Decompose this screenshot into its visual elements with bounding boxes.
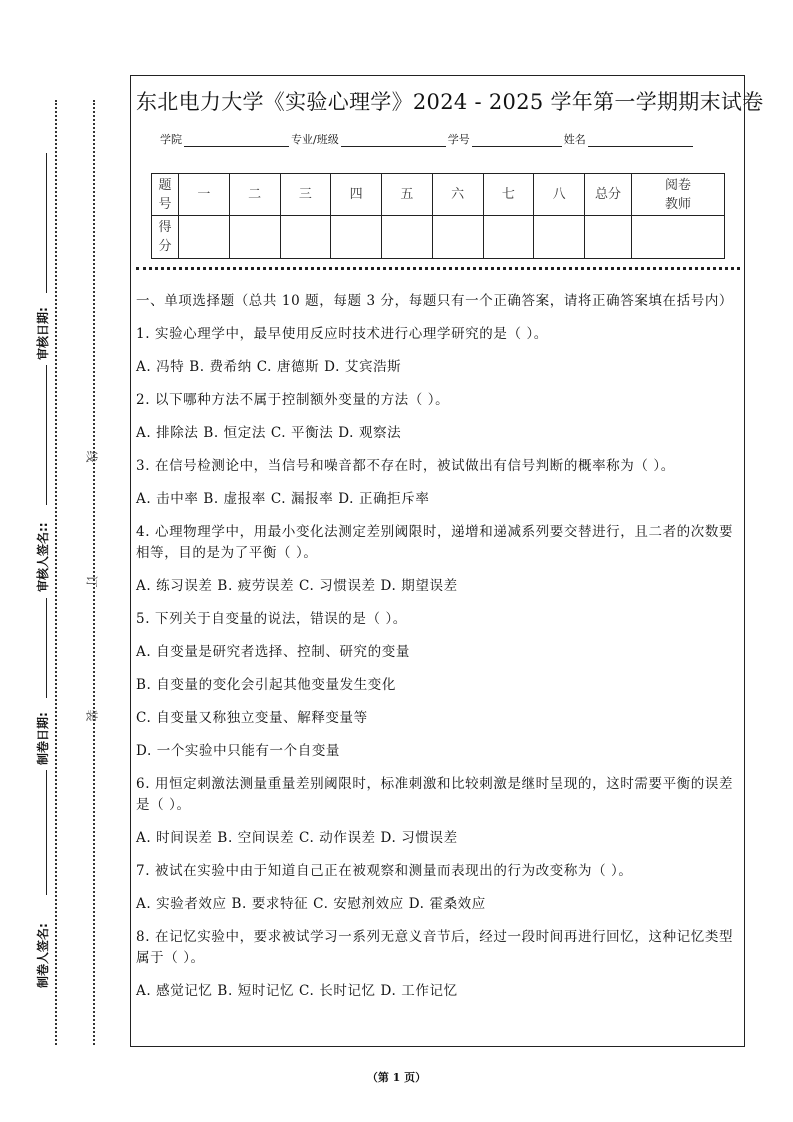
- signature-line: [46, 598, 47, 698]
- table-row: [152, 174, 725, 216]
- question-content: [136, 291, 742, 1014]
- column-header: 五: [382, 174, 433, 216]
- options: A. 时间误差 B. 空间误差 C. 动作误差 D. 习惯误差: [136, 830, 458, 846]
- option: C. 自变量又称独立变量、解释变量等: [136, 710, 368, 726]
- question: 2. 以下哪种方法不属于控制额外变量的方法（ ）。: [136, 392, 450, 408]
- major-class-field[interactable]: [341, 132, 446, 147]
- score-cell[interactable]: [483, 216, 534, 259]
- question-number-header: 题 号: [152, 174, 179, 216]
- options: A. 冯特 B. 费希纳 C. 唐德斯 D. 艾宾浩斯: [136, 359, 402, 375]
- column-header: 二: [229, 174, 280, 216]
- student-id-label: 学号: [447, 133, 470, 146]
- column-header: 总分: [585, 174, 632, 216]
- score-cell[interactable]: [179, 216, 230, 259]
- signature-line: [46, 153, 47, 293]
- score-table: [151, 173, 725, 259]
- column-header: 七: [483, 174, 534, 216]
- options: A. 实验者效应 B. 要求特征 C. 安慰剂效应 D. 霍桑效应: [136, 896, 486, 912]
- binding-mark-staple: 订: [84, 575, 99, 588]
- option: D. 一个实验中只能有一个自变量: [136, 743, 341, 759]
- paper-date-label: 制卷日期:: [36, 712, 50, 765]
- reviewer-signature-label: 审核人签名::: [36, 522, 50, 592]
- separator-dotted-line: [136, 267, 740, 270]
- name-field[interactable]: [588, 132, 693, 147]
- binding-dotted-line: [93, 100, 95, 1045]
- score-cell[interactable]: [632, 216, 725, 259]
- score-header: 得 分: [152, 216, 179, 259]
- student-id-field[interactable]: [472, 132, 562, 147]
- major-class-label: 专业/班级: [291, 133, 339, 146]
- option: B. 自变量的变化会引起其他变量发生变化: [136, 677, 397, 693]
- options: A. 击中率 B. 虚报率 C. 漏报率 D. 正确拒斥率: [136, 491, 430, 507]
- question: 5. 下列关于自变量的说法，错误的是（ ）。: [136, 611, 407, 627]
- score-cell[interactable]: [229, 216, 280, 259]
- student-info: [160, 131, 695, 147]
- table-row: [152, 216, 725, 259]
- signature-line: [46, 365, 47, 505]
- option: A. 自变量是研究者选择、控制、研究的变量: [136, 644, 410, 660]
- score-cell[interactable]: [331, 216, 382, 259]
- outer-dotted-line: [55, 100, 57, 1045]
- score-cell[interactable]: [432, 216, 483, 259]
- column-header: 四: [331, 174, 382, 216]
- score-cell[interactable]: [534, 216, 585, 259]
- binding-mark-line: 线: [84, 450, 99, 463]
- college-field[interactable]: [184, 132, 289, 147]
- question: 4. 心理物理学中，用最小变化法测定差别阈限时，递增和递减系列要交替进行，且二者的次数要相等，目的是为了平衡（ ）。: [136, 524, 734, 561]
- page-number: （第 1 页）: [366, 1071, 427, 1084]
- reviewer-header: 阅卷 教师: [632, 174, 725, 216]
- column-header: 六: [432, 174, 483, 216]
- binding-mark-bind: 装: [84, 709, 99, 722]
- question: 6. 用恒定刺激法测量重量差别阈限时，标准刺激和比较刺激是继时呈现的，这时需要平衡的误差是（ ）。: [136, 776, 734, 813]
- college-label: 学院: [160, 133, 182, 146]
- column-header: 八: [534, 174, 585, 216]
- exam-title: 东北电力大学《实验心理学》2024 - 2025 学年第一学期期末试卷: [136, 90, 764, 114]
- options: A. 排除法 B. 恒定法 C. 平衡法 D. 观察法: [136, 425, 402, 441]
- name-label: 姓名: [563, 133, 586, 146]
- question: 3. 在信号检测论中，当信号和噪音都不存在时，被试做出有信号判断的概率称为（ ）。: [136, 458, 675, 474]
- score-cell[interactable]: [382, 216, 433, 259]
- signature-line: [46, 770, 47, 895]
- column-header: 一: [179, 174, 230, 216]
- score-cell[interactable]: [280, 216, 331, 259]
- question: 8. 在记忆实验中，要求被试学习一系列无意义音节后，经过一段时间再进行回忆，这种记忆类型属于（ ）。: [136, 929, 734, 966]
- column-header: 三: [280, 174, 331, 216]
- section-heading: 一、单项选择题（总共 10 题，每题 3 分，每题只有一个正确答案，请将正确答案填在括号内）: [136, 293, 734, 309]
- score-cell[interactable]: [585, 216, 632, 259]
- question: 7. 被试在实验中由于知道自己正在被观察和测量而表现出的行为改变称为（ ）。: [136, 863, 633, 879]
- question: 1. 实验心理学中，最早使用反应时技术进行心理学研究的是（ ）。: [136, 326, 548, 342]
- paper-maker-signature-label: 制卷人签名:: [36, 923, 50, 988]
- options: A. 练习误差 B. 疲劳误差 C. 习惯误差 D. 期望误差: [136, 578, 458, 594]
- options: A. 感觉记忆 B. 短时记忆 C. 长时记忆 D. 工作记忆: [136, 983, 458, 999]
- review-date-label: 审核日期:: [36, 307, 50, 360]
